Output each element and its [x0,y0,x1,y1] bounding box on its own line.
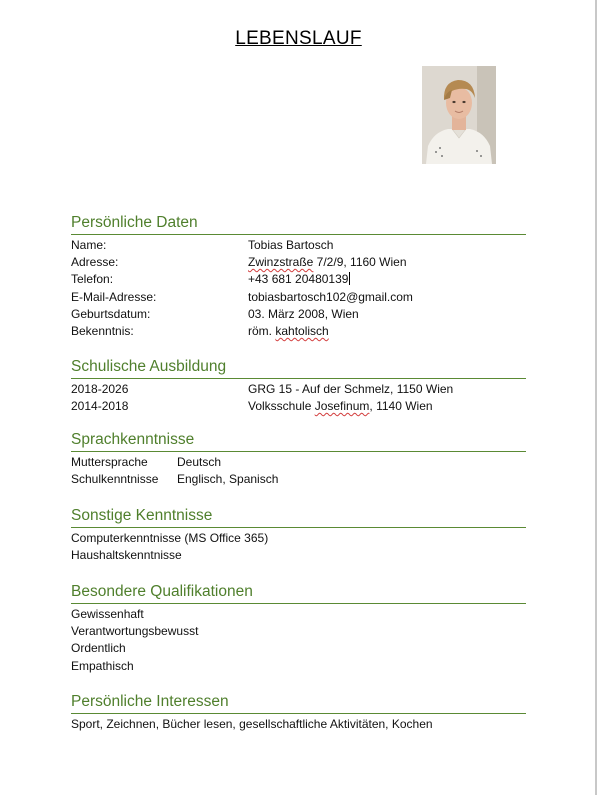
section-interests [71,692,526,733]
section-heading-personal: Persönliche Daten [71,213,526,235]
list-item-text: Ordentlich [71,641,126,656]
list-item-text: Empathisch [71,658,134,673]
personal-row-email [71,289,526,306]
language-label: Muttersprache [71,455,148,469]
education-school: GRG 15 - Auf der Schmelz, 1150 Wien [248,382,454,396]
row-label: E-Mail-Adresse: [71,289,157,304]
list-item-text: Haushaltskenntnisse [71,548,182,563]
list-item [71,606,526,623]
list-item [71,640,526,657]
row-value-rest: röm. [248,323,276,338]
section-personal [71,213,526,340]
education-years: 2014-2018 [71,399,129,414]
row-label: Name: [71,238,107,252]
row-label: Bekenntnis: [71,323,134,338]
list-item [71,658,526,675]
row-value-rest: 7/2/9, 1160 Wien [313,255,407,270]
row-label: Adresse: [71,255,119,270]
row-value [248,254,407,271]
list-item-text: Sport, Zeichnen, Bücher lesen, gesellschaftliche Aktivitäten, Kochen [71,717,433,731]
spellcheck-word[interactable]: kahtolisch [275,323,329,338]
section-heading-interests: Persönliche Interessen [71,692,526,714]
section-heading-languages: Sprachkenntnisse [71,430,526,452]
personal-row-address [71,254,526,271]
section-heading-other-skills: Sonstige Kenntnisse [71,506,526,528]
personal-row-phone [71,271,526,288]
row-label: Geburtsdatum: [71,306,151,321]
row-value: 03. März 2008, Wien [248,306,359,321]
section-other-skills [71,506,526,564]
section-education [71,357,526,415]
language-row [71,471,526,488]
list-item-text: Verantwortungsbewusst [71,624,199,639]
personal-row-name [71,237,526,254]
school-name-part: , 1140 Wien [369,399,433,414]
spellcheck-word[interactable]: Zwinzstraße [248,255,314,270]
phone-value: +43 681 20480139 [248,272,349,287]
section-heading-education: Schulische Ausbildung [71,357,526,379]
row-value [248,271,350,288]
list-item [71,547,526,564]
spellcheck-word[interactable]: Josefinum [314,399,370,414]
language-value: Englisch, Spanisch [177,472,279,487]
row-value: tobiasbartosch102@gmail.com [248,289,413,304]
section-qualifications [71,582,526,675]
section-languages [71,430,526,488]
education-school [248,398,433,415]
list-item-text: Computerkenntnisse (MS Office 365) [71,531,269,545]
document-title: LEBENSLAUF [235,28,362,49]
list-item-text: Gewissenhaft [71,607,144,621]
text-cursor [349,272,350,285]
list-item [71,716,526,733]
row-label: Telefon: [71,272,114,287]
profile-photo [422,66,496,164]
personal-row-birthdate [71,306,526,323]
section-heading-qualifications: Besondere Qualifikationen [71,582,526,604]
list-item [71,623,526,640]
row-value: Tobias Bartosch [248,238,334,252]
education-row [71,398,526,415]
school-name-part: Volksschule [248,399,315,414]
row-value [248,323,329,340]
education-years: 2018-2026 [71,382,129,396]
list-item [71,530,526,547]
language-row [71,454,526,471]
language-value: Deutsch [177,455,222,469]
education-row [71,381,526,398]
personal-row-religion [71,323,526,340]
language-label: Schulkenntnisse [71,472,159,487]
